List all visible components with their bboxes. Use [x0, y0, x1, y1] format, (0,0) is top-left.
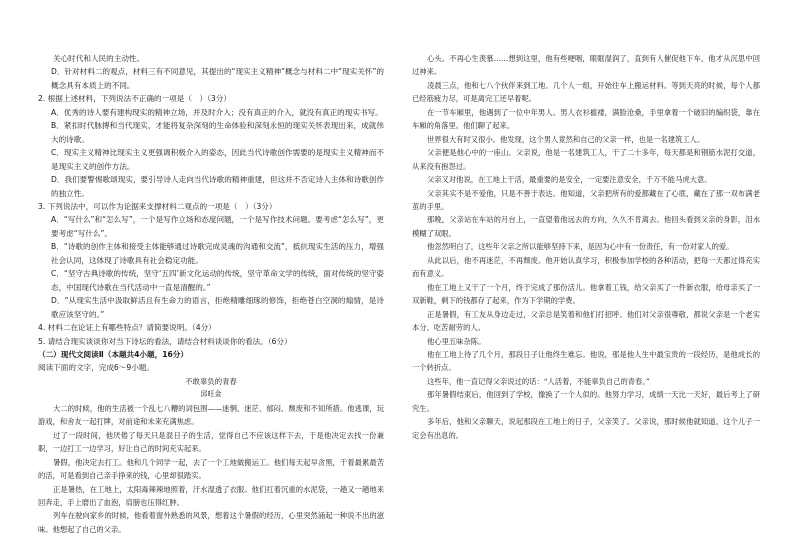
left-paragraph-20: 暑假，他决定去打工。他和几个同学一起，去了一个工地做搬运工。他们每天起早贪黑，干着最累最苦的活，可是看到自己亲手挣来的钱，心里却很踏实。: [38, 457, 384, 481]
left-paragraph-1: D．针对材料二的观点，材料三有不同意见，其提出的“现实主义精神”概念与材料二中“现实关怀”的概念具有本质上的不同。: [51, 67, 384, 90]
right-paragraph-3: 世界很大有时又很小。他发现，这个男人竟然和自己的父亲一样，也是一名建筑工人。: [427, 134, 705, 144]
right-column: [412, 52, 760, 442]
left-paragraph-9: B．“诗歌的创作主体和接受主体能够通过诗歌完成灵魂的沟通和交流”，抵抗现实生活的压力，增强社会认同，这体现了诗歌具有社会稳定功能。: [51, 242, 384, 265]
left-paragraph-5: C．现实主义精神比现实主义更强调积极介入的姿态，因此当代诗歌创作需要的是现实主义精神而不是现实主义的创作方法。: [51, 148, 384, 171]
left-paragraph-7: 3. 下列说法中，可以作为论据来支撑材料二观点的一项是（ ）（3分）: [38, 201, 277, 211]
left-paragraph-10: C．“坚守古典诗歌的传统，坚守‘五四’新文化运动的传统，坚守革命文学的传统，面对传统的坚守姿态，中国现代诗歌在当代活动中一直是清醒的。”: [51, 269, 384, 292]
right-paragraph-14: 这些年，他一直记得父亲说过的话：“人活着，不能辜负自己的青春。”: [427, 376, 650, 386]
right-paragraph-11: 正是暑假，有工友从身边走过，父亲总是笑着和他们打招呼。他们对父亲很尊敬，都说父亲是一个老实本分、吃苦耐劳的人。: [412, 309, 760, 333]
right-paragraph-10: 他在工地上又干了一个月，终于完成了那份活儿。他拿着工钱，给父亲买了一件新衣服，给母亲买了一双新鞋，剩下的钱都存了起来，作为下学期的学费。: [412, 282, 760, 306]
right-paragraph-2: 在一节车厢里，他遇到了一位中年男人。男人衣衫褴褛，满脸沧桑，手里拿着一个破旧的编织袋，靠在车厢的角落里。他们聊了起来。: [412, 107, 760, 131]
left-paragraph-22: 列车在驶向家乡的时候，他看着窗外熟悉的风景，想着这个暑假的经历，心里突然涌起一种说不出的滋味。他想起了自己的父亲。: [38, 511, 384, 534]
left-paragraph-0: 关心时代和人民的主动性。: [53, 54, 145, 63]
right-paragraph-0: 心头。不再心生羡慕……想到这里，他有些哽咽，眼眶湿润了，直到有人催促他下车，他才从沉思中回过神来。: [412, 54, 760, 77]
left-column: [38, 52, 384, 536]
right-paragraph-13: 他在工地上待了几个月，那段日子让他终生难忘。他说，那是他人生中最宝贵的一段经历，是他成长的一个转折点。: [412, 349, 760, 373]
right-paragraph-9: 从此以后，他不再迷茫，不再颓废。他开始认真学习，积极参加学校的各种活动，把每一天都过得充实而有意义。: [412, 255, 760, 279]
left-paragraph-19: 过了一段时间，他厌倦了每天只是混日子的生活，觉得自己不应该这样下去，于是他决定去找一份兼职，一边打工一边学习，好让自己的时间充实起来。: [38, 430, 384, 454]
left-paragraph-3: A．优秀的诗人要有建构现实的精神立场，并及时介入；没有真正的介入，就没有真正的现实书写。: [51, 107, 383, 117]
right-paragraph-6: 父亲其实不是不爱他，只是不善于表达。他知道，父亲把所有的爱都藏在了心底，藏在了那一双布满老茧的手里。: [412, 188, 760, 211]
left-paragraph-13: 5. 请结合现实谈谈你对当下诗坛的看法，请结合材料谈谈你的看法。（6分）: [38, 336, 292, 346]
left-paragraph-17: 邱旺金: [200, 390, 222, 399]
left-paragraph-8: A．“写什么”和“怎么写”，一个是写作立场和态度问题，一个是写作技术问题。要考虑“怎么写”，更要考虑“写什么”。: [51, 215, 384, 238]
left-paragraph-11: D．“从现实生活中汲取鲜活且有生命力的语言，拒绝精雕细琢的修饰，拒绝苍白空洞的煽情，是诗歌应该坚守的。”: [51, 296, 384, 319]
left-paragraph-15: 阅读下面的文字，完成6～9小题。: [38, 363, 154, 373]
left-paragraph-14: （二）现代文阅读Ⅱ（本题共4小题，16分）: [38, 349, 188, 359]
right-paragraph-16: 多年后，他和父亲聊天，说起那段在工地上的日子，父亲笑了。父亲说，那时候他就知道，这个儿子一定会有出息的。: [412, 417, 760, 440]
left-paragraph-4: B．紧扣时代脉搏和当代现实，才能将复杂深刻的生命体验和深刻永恒的现实关怀表现出来，成就伟大的诗歌。: [51, 121, 384, 144]
right-paragraph-1: 凌晨三点，他和七八个伙伴来到工地。几个人一组，开始往车上搬运材料。等到天亮的时候，每个人都已经筋疲力尽，可是离完工还早着呢。: [412, 80, 760, 104]
left-paragraph-21: 正是暑热，在工地上，太阳毒辣辣地照着，汗水湿透了衣服。他们扛着沉重的水泥袋，一趟又一趟地来回奔走，手上磨出了血泡，肩膀也压得红肿。: [38, 484, 384, 507]
right-paragraph-12: 他心里五味杂陈。: [427, 336, 486, 346]
right-paragraph-4: 父亲便是他心中的一座山。父亲说，他是一名建筑工人，干了二十多年，每天都是和钢筋水泥打交道，从来没有抱怨过。: [412, 148, 760, 171]
right-paragraph-15: 那年暑假结束后，他回到了学校，像换了一个人似的。他努力学习，成绩一天比一天好，最后考上了研究生。: [412, 390, 760, 413]
right-paragraph-8: 他忽然明白了，这些年父亲之所以能够坚持下来，是因为心中有一份责任，有一份对家人的爱。: [427, 242, 734, 252]
left-paragraph-2: 2. 根据上述材料，下列说法不正确的一项是（ ）（3分）: [38, 94, 231, 104]
left-paragraph-18: 大二的时候，他的生活被一个乱七八糟的词包围——迷惘、迷茫、郁闷、颓废和不知所措。他逃课，玩游戏，和舍友一起打牌，对前途和未来充满焦虑。: [38, 403, 384, 427]
right-paragraph-5: 父亲又对他说，在工地上干活，最重要的是安全，一定要注意安全，千万不能马虎大意。: [427, 175, 712, 185]
left-paragraph-6: D．我们要警惕歌颂现实，要引导诗人走向当代诗歌的精神重建，但这并不否定诗人主体和诗歌创作的独立性。: [51, 175, 384, 198]
left-paragraph-12: 4. 材料二在论证上有哪些特点？请简要说明。（4分）: [38, 323, 216, 333]
right-paragraph-7: 那晚，父亲站在车站的月台上，一直望着他远去的方向，久久不肯离去。他回头看到父亲的身影，泪水模糊了双眼。: [412, 215, 760, 238]
left-paragraph-16: 不敢辜负的青春: [185, 376, 237, 386]
